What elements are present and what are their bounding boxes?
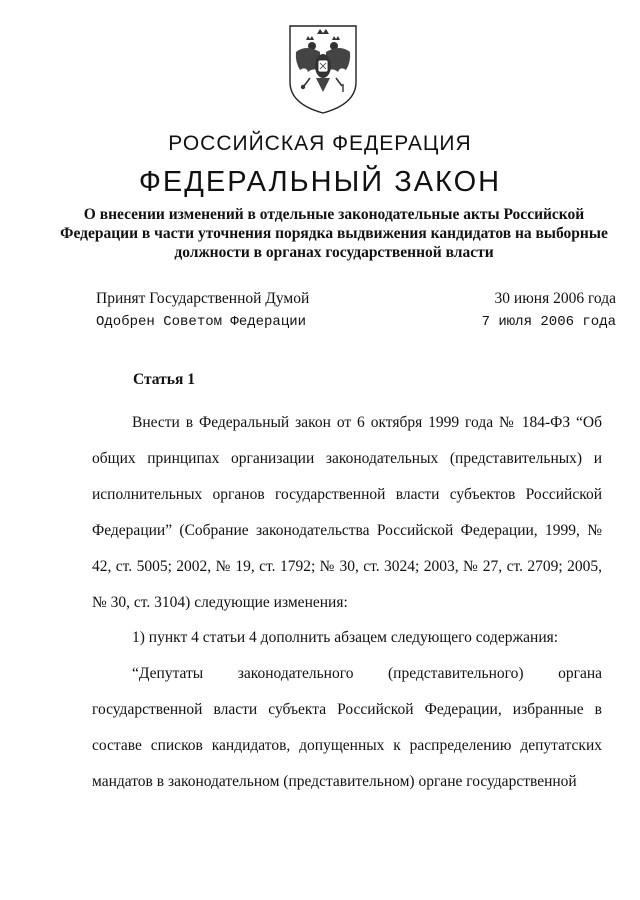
duma-adoption-date: 30 июня 2006 года (494, 290, 616, 307)
law-subject-title: О внесении изменений в отдельные законодательные акты Российской Федерации в части уточнения порядка выдвижения кандидатов на выборные должности в органах государственной власти (60, 206, 608, 261)
document-type-heading: ФЕДЕРАЛЬНЫЙ ЗАКОН (138, 166, 502, 198)
council-approval-date: 7 июля 2006 года (481, 314, 616, 330)
article-paragraph: 1) пункт 4 статьи 4 дополнить абзацем следующего содержания: (132, 629, 559, 646)
council-approval-label: Одобрен Советом Федерации (96, 314, 307, 330)
country-heading: РОССИЙСКАЯ ФЕДЕРАЦИЯ (168, 132, 472, 155)
duma-adoption-label: Принят Государственной Думой (96, 290, 310, 307)
coat-of-arms-icon (286, 22, 360, 116)
article-title: Статья 1 (133, 371, 195, 388)
article-paragraph: “Депутаты законодательного (представительного) органа государственной власти субъекта Российской Федерации, избранные в составе списков кандидатов, допущенных к распределению депутатских мандатов в законодательном (представительном) органе государственной (92, 665, 602, 790)
article-paragraph: Внести в Федеральный закон от 6 октября 1999 года № 184-ФЗ “Об общих принципах организации законодательных (представительных) и исполнительных органов государственной власти субъектов Российской Федерации” (Собрание законодательства Российской Федерации, 1999, № 42, ст. 5005; 2002, № 19, ст. 1792; № 30, ст. 3024; 2003, № 27, ст. 2709; 2005, № 30, ст. 3104) следующие изменения: (92, 414, 602, 611)
